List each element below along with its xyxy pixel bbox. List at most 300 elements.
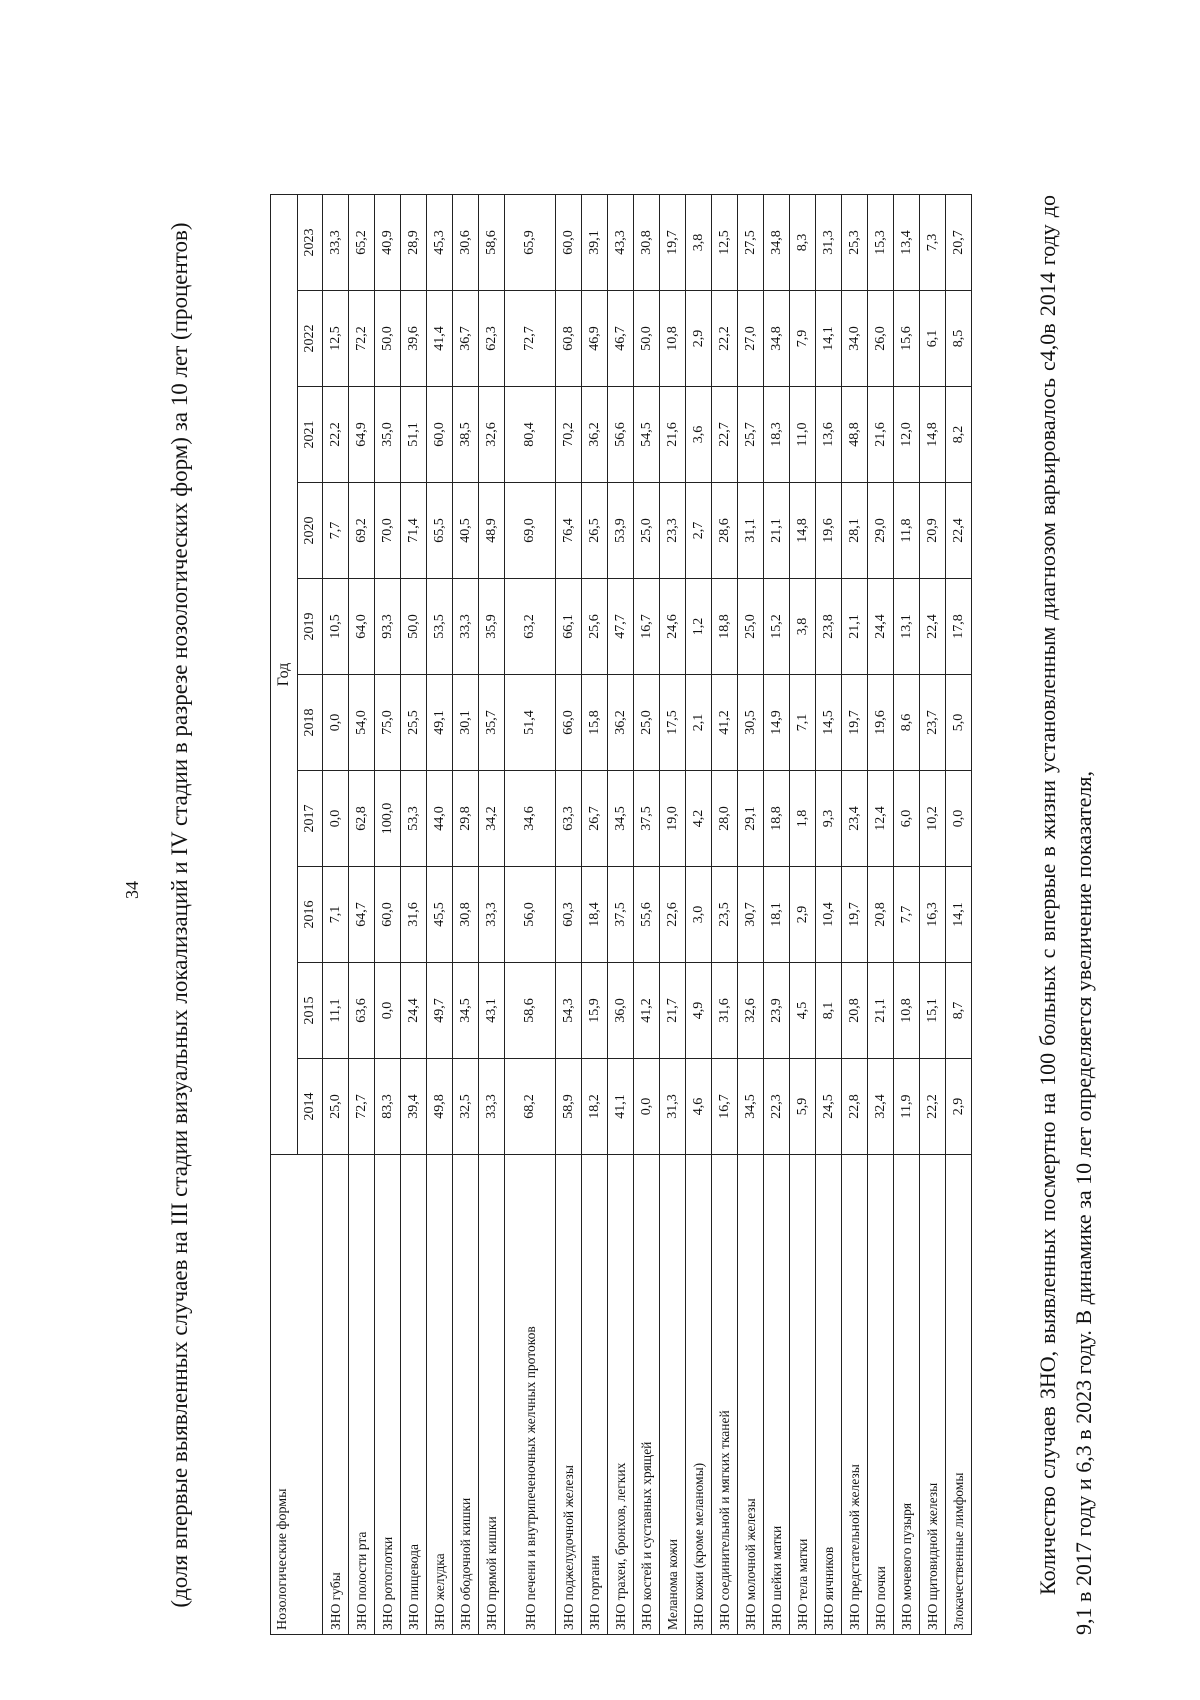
table-cell: 2,7 [686,483,712,579]
table-cell: 23,7 [920,675,946,771]
table-cell: 63,2 [505,579,556,675]
table-row [660,194,686,1634]
year-header: 2017 [298,771,323,867]
table-cell: 43,3 [608,194,634,290]
table-cell: 69,2 [349,483,375,579]
table-cell: 34,5 [453,963,479,1059]
table-row [401,194,427,1634]
table-cell: 19,0 [660,771,686,867]
row-label: ЗНО щитовидной железы [920,1155,946,1635]
row-label: ЗНО желудка [427,1155,453,1635]
table-cell: 21,7 [660,963,686,1059]
row-label: ЗНО пищевода [401,1155,427,1635]
body-paragraph-text: Количество случаев ЗНО, выявленных посмертно на 100 больных с впервые в жизни установленным диагнозом варьировалось с4,0в 2014 году до 9,1 в 2017 году и 6,3 в 2023 году. В динамике за 10 лет определяется увеличение показателя, [1035,195,1096,1635]
table-cell: 64,9 [349,387,375,483]
table-cell: 2,1 [686,675,712,771]
table-cell: 8,7 [946,963,972,1059]
table-cell: 11,8 [894,483,920,579]
table-cell: 6,0 [894,771,920,867]
table-cell: 18,1 [764,867,790,963]
table-cell: 37,5 [634,771,660,867]
table-cell: 37,5 [608,867,634,963]
table-cell: 33,3 [453,579,479,675]
table-cell: 58,9 [556,1059,582,1155]
table-cell: 10,8 [660,291,686,387]
table-cell: 28,0 [712,771,738,867]
row-label: ЗНО мочевого пузыря [894,1155,920,1635]
table-row [946,194,972,1634]
table-cell: 9,3 [816,771,842,867]
table-cell: 63,6 [349,963,375,1059]
table-cell: 7,3 [920,194,946,290]
table-row [375,194,401,1634]
table-cell: 25,0 [323,1059,349,1155]
table-cell: 36,2 [608,675,634,771]
table-cell: 16,3 [920,867,946,963]
year-header: 2016 [298,867,323,963]
table-cell: 26,5 [582,483,608,579]
table-cell: 22,7 [712,387,738,483]
row-label: ЗНО прямой кишки [479,1155,505,1635]
table-cell: 60,8 [556,291,582,387]
table-caption: (доля впервые выявленных случаев на III стадии визуальных локализаций и IV стадии в разрезе нозологических форм) за 10 лет (процентов) [167,222,192,1608]
year-header: 2014 [298,1059,323,1155]
table-cell: 5,9 [790,1059,816,1155]
table-cell: 28,1 [842,483,868,579]
table-cell: 15,8 [582,675,608,771]
table-cell: 10,8 [894,963,920,1059]
table-cell: 45,5 [427,867,453,963]
column-header-forms: Нозологические формы [271,1155,323,1635]
table-cell: 0,0 [375,963,401,1059]
table-cell: 33,3 [479,1059,505,1155]
table-cell: 12,4 [868,771,894,867]
table-cell: 80,4 [505,387,556,483]
table-cell: 23,4 [842,771,868,867]
table-cell: 34,8 [764,194,790,290]
table-cell: 49,7 [427,963,453,1059]
table-cell: 24,5 [816,1059,842,1155]
table-row [764,194,790,1634]
table-cell: 6,1 [920,291,946,387]
table-cell: 70,0 [375,483,401,579]
table-cell: 64,7 [349,867,375,963]
table-cell: 2,9 [686,291,712,387]
table-cell: 19,6 [816,483,842,579]
row-label: ЗНО ротоглотки [375,1155,401,1635]
row-label: ЗНО губы [323,1155,349,1635]
table-cell: 34,2 [479,771,505,867]
table-cell: 39,1 [582,194,608,290]
row-label: ЗНО молочной железы [738,1155,764,1635]
row-label: ЗНО полости рта [349,1155,375,1635]
page-number: 34 [122,881,142,899]
table-row [868,194,894,1634]
table-cell: 60,3 [556,867,582,963]
table-cell: 24,4 [401,963,427,1059]
table-cell: 72,2 [349,291,375,387]
year-header: 2020 [298,483,323,579]
table-cell: 34,6 [505,771,556,867]
table-cell: 33,3 [323,194,349,290]
table-cell: 36,0 [608,963,634,1059]
table-cell: 0,0 [323,675,349,771]
table-cell: 18,8 [712,579,738,675]
row-label: ЗНО кожи (кроме меланомы) [686,1155,712,1635]
table-cell: 20,9 [920,483,946,579]
table-cell: 0,0 [634,1059,660,1155]
table-cell: 56,6 [608,387,634,483]
table-cell: 8,3 [790,194,816,290]
table-cell: 44,0 [427,771,453,867]
table-cell: 25,3 [842,194,868,290]
table-row [712,194,738,1634]
table-cell: 0,0 [946,771,972,867]
table-cell: 8,2 [946,387,972,483]
table-cell: 30,5 [738,675,764,771]
table-cell: 4,2 [686,771,712,867]
table-cell: 58,6 [505,963,556,1059]
row-label: ЗНО гортани [582,1155,608,1635]
table-cell: 21,6 [660,387,686,483]
table-cell: 34,8 [764,291,790,387]
table-cell: 21,6 [868,387,894,483]
table-cell: 11,0 [790,387,816,483]
table-cell: 24,6 [660,579,686,675]
table-cell: 41,4 [427,291,453,387]
table-cell: 3,0 [686,867,712,963]
table-cell: 25,6 [582,579,608,675]
table-cell: 34,5 [738,1059,764,1155]
table-cell: 26,0 [868,291,894,387]
table-cell: 30,8 [634,194,660,290]
table-cell: 12,5 [712,194,738,290]
table-cell: 53,5 [427,579,453,675]
year-header: 2018 [298,675,323,771]
table-cell: 25,0 [634,483,660,579]
table-cell: 70,2 [556,387,582,483]
table-cell: 25,0 [738,579,764,675]
table-cell: 41,2 [634,963,660,1059]
table-cell: 40,9 [375,194,401,290]
table-cell: 14,1 [816,291,842,387]
table-cell: 8,5 [946,291,972,387]
table-cell: 32,5 [453,1059,479,1155]
table-row [505,194,556,1634]
table-cell: 7,1 [790,675,816,771]
table-cell: 72,7 [349,1059,375,1155]
table-cell: 29,0 [868,483,894,579]
table-cell: 25,0 [634,675,660,771]
table-cell: 23,5 [712,867,738,963]
table-cell: 10,4 [816,867,842,963]
year-header: 2015 [298,963,323,1059]
year-header: 2021 [298,387,323,483]
table-cell: 32,6 [738,963,764,1059]
table-cell: 27,5 [738,194,764,290]
table-cell: 30,8 [453,867,479,963]
table-cell: 31,6 [712,963,738,1059]
table-cell: 28,6 [712,483,738,579]
table-cell: 1,2 [686,579,712,675]
table-cell: 41,1 [608,1059,634,1155]
table-cell: 18,8 [764,771,790,867]
table-cell: 29,1 [738,771,764,867]
row-label: ЗНО трахеи, бронхов, легких [608,1155,634,1635]
table-cell: 62,3 [479,291,505,387]
row-label: Злокачественные лимфомы [946,1155,972,1635]
table-cell: 7,9 [790,291,816,387]
table-row [790,194,816,1634]
table-cell: 40,5 [453,483,479,579]
table-cell: 4,5 [790,963,816,1059]
row-label: ЗНО соединительной и мягких тканей [712,1155,738,1635]
table-row [894,194,920,1634]
table-cell: 27,0 [738,291,764,387]
table-cell: 31,6 [401,867,427,963]
table-cell: 64,0 [349,579,375,675]
table-cell: 68,2 [505,1059,556,1155]
table-cell: 31,3 [816,194,842,290]
table-cell: 35,9 [479,579,505,675]
table-cell: 65,5 [427,483,453,579]
table-cell: 2,9 [790,867,816,963]
table-cell: 21,1 [868,963,894,1059]
table-cell: 19,7 [660,194,686,290]
table-cell: 20,7 [946,194,972,290]
table-cell: 65,9 [505,194,556,290]
table-cell: 7,7 [323,483,349,579]
table-cell: 18,3 [764,387,790,483]
table-row [556,194,582,1634]
table-cell: 22,4 [946,483,972,579]
table-cell: 35,0 [375,387,401,483]
row-label: Меланома кожи [660,1155,686,1635]
row-label: ЗНО ободочной кишки [453,1155,479,1635]
table-cell: 54,5 [634,387,660,483]
year-header: 2019 [298,579,323,675]
table-cell: 30,7 [738,867,764,963]
table-cell: 60,0 [427,387,453,483]
table-cell: 4,6 [686,1059,712,1155]
table-cell: 22,8 [842,1059,868,1155]
table-row [842,194,868,1634]
table-cell: 12,5 [323,291,349,387]
table-row [427,194,453,1634]
table-cell: 69,0 [505,483,556,579]
table-cell: 18,2 [582,1059,608,1155]
rotated-page [30,90,1130,1690]
table-cell: 35,7 [479,675,505,771]
row-label: ЗНО яичников [816,1155,842,1635]
table-cell: 49,1 [427,675,453,771]
body-paragraph [1030,195,1102,1635]
table-cell: 100,0 [375,771,401,867]
table-cell: 50,0 [375,291,401,387]
table-cell: 22,2 [920,1059,946,1155]
table-cell: 11,1 [323,963,349,1059]
table-cell: 12,0 [894,387,920,483]
table-cell: 3,6 [686,387,712,483]
table-row [608,194,634,1634]
table-cell: 51,4 [505,675,556,771]
table-cell: 54,3 [556,963,582,1059]
table-cell: 76,4 [556,483,582,579]
table-cell: 50,0 [401,579,427,675]
table-cell: 93,3 [375,579,401,675]
row-label: ЗНО поджелудочной железы [556,1155,582,1635]
table-cell: 8,1 [816,963,842,1059]
table-cell: 15,2 [764,579,790,675]
table-row [634,194,660,1634]
table-cell: 23,3 [660,483,686,579]
table-cell: 63,3 [556,771,582,867]
table-row [816,194,842,1634]
table-cell: 31,3 [660,1059,686,1155]
table-cell: 21,1 [764,483,790,579]
table-cell: 36,2 [582,387,608,483]
table-cell: 15,6 [894,291,920,387]
table-cell: 11,9 [894,1059,920,1155]
table-cell: 20,8 [868,867,894,963]
incidence-table [270,194,972,1635]
table-cell: 17,8 [946,579,972,675]
table-cell: 15,1 [920,963,946,1059]
table-cell: 50,0 [634,291,660,387]
table-cell: 29,8 [453,771,479,867]
table-cell: 10,2 [920,771,946,867]
table-cell: 46,9 [582,291,608,387]
table-cell: 15,9 [582,963,608,1059]
table-cell: 75,0 [375,675,401,771]
table-body [323,194,972,1634]
table-cell: 72,7 [505,291,556,387]
table-cell: 22,3 [764,1059,790,1155]
table-cell: 16,7 [712,1059,738,1155]
table-row [349,194,375,1634]
table-cell: 14,9 [764,675,790,771]
table-cell: 47,7 [608,579,634,675]
table-cell: 43,1 [479,963,505,1059]
table-cell: 60,0 [556,194,582,290]
column-header-year-group: Год [271,194,298,1154]
table-cell: 28,9 [401,194,427,290]
table-cell: 5,0 [946,675,972,771]
table-cell: 31,1 [738,483,764,579]
table-cell: 13,6 [816,387,842,483]
table-cell: 51,1 [401,387,427,483]
year-header: 2023 [298,194,323,290]
table-cell: 54,0 [349,675,375,771]
table-cell: 14,5 [816,675,842,771]
row-label: ЗНО костей и суставных хрящей [634,1155,660,1635]
table-cell: 20,8 [842,963,868,1059]
table-cell: 25,5 [401,675,427,771]
table-cell: 39,4 [401,1059,427,1155]
table-cell: 19,7 [842,867,868,963]
table-cell: 39,6 [401,291,427,387]
table-row [686,194,712,1634]
table-cell: 13,1 [894,579,920,675]
table-cell: 62,8 [349,771,375,867]
table-cell: 58,6 [479,194,505,290]
table-cell: 4,9 [686,963,712,1059]
table-cell: 36,7 [453,291,479,387]
table-cell: 34,5 [608,771,634,867]
table-cell: 66,1 [556,579,582,675]
table-cell: 56,0 [505,867,556,963]
table-row [738,194,764,1634]
table-cell: 2,9 [946,1059,972,1155]
table-cell: 30,6 [453,194,479,290]
table-cell: 19,7 [842,675,868,771]
table-cell: 16,7 [634,579,660,675]
table-cell: 0,0 [323,771,349,867]
table-cell: 23,8 [816,579,842,675]
table-cell: 30,1 [453,675,479,771]
row-label: ЗНО печени и внутрипеченочных желчных протоков [505,1155,556,1635]
table-cell: 1,8 [790,771,816,867]
table-row [479,194,505,1634]
table-cell: 34,0 [842,291,868,387]
table-cell: 32,4 [868,1059,894,1155]
table-cell: 26,7 [582,771,608,867]
table-row [920,194,946,1634]
table-cell: 66,0 [556,675,582,771]
table-cell: 18,4 [582,867,608,963]
table-cell: 53,9 [608,483,634,579]
table-cell: 83,3 [375,1059,401,1155]
table-cell: 7,1 [323,867,349,963]
table-cell: 49,8 [427,1059,453,1155]
year-header: 2022 [298,291,323,387]
table-cell: 33,3 [479,867,505,963]
table-cell: 22,4 [920,579,946,675]
table-row [453,194,479,1634]
table-cell: 3,8 [686,194,712,290]
table-cell: 15,3 [868,194,894,290]
table-cell: 65,2 [349,194,375,290]
table-cell: 24,4 [868,579,894,675]
table-cell: 3,8 [790,579,816,675]
table-cell: 22,6 [660,867,686,963]
table-cell: 10,5 [323,579,349,675]
row-label: ЗНО тела матки [790,1155,816,1635]
table-cell: 17,5 [660,675,686,771]
table-cell: 22,2 [712,291,738,387]
row-label: ЗНО шейки матки [764,1155,790,1635]
table-cell: 38,5 [453,387,479,483]
table-row [582,194,608,1634]
table-row [323,194,349,1634]
table-cell: 19,6 [868,675,894,771]
table-cell: 32,6 [479,387,505,483]
table-cell: 8,6 [894,675,920,771]
table-cell: 46,7 [608,291,634,387]
table-cell: 48,8 [842,387,868,483]
table-cell: 21,1 [842,579,868,675]
table-cell: 45,3 [427,194,453,290]
table-cell: 41,2 [712,675,738,771]
table-cell: 7,7 [894,867,920,963]
table-cell: 23,9 [764,963,790,1059]
table-cell: 14,8 [790,483,816,579]
table-cell: 55,6 [634,867,660,963]
table-cell: 25,7 [738,387,764,483]
row-label: ЗНО предстательной железы [842,1155,868,1635]
table-cell: 13,4 [894,194,920,290]
table-cell: 48,9 [479,483,505,579]
